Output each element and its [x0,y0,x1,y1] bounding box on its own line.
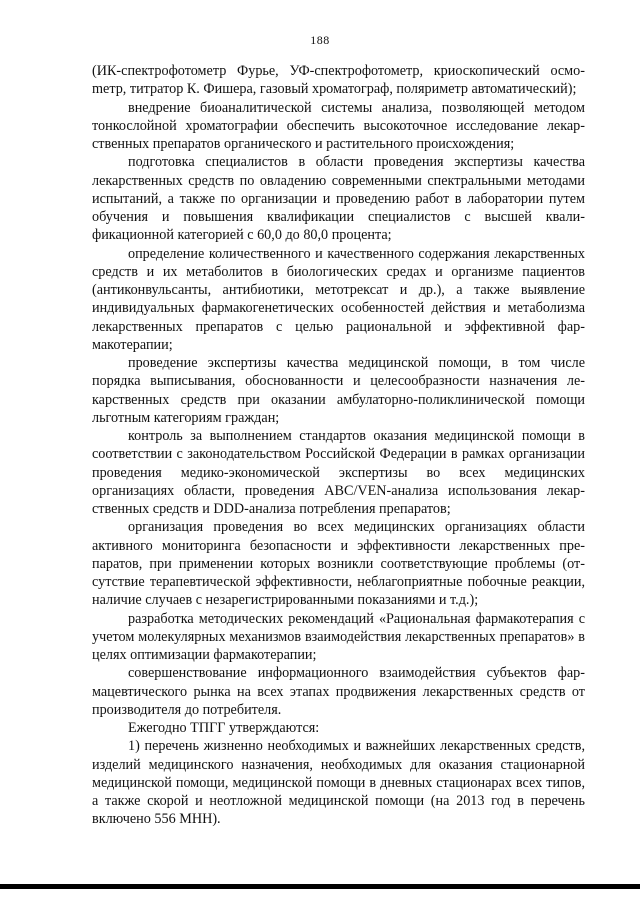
document-body [92,62,585,829]
paragraph-8: разработка методических рекомендаций «Рациональная фармакотерапия с учетом молекулярных механизмов взаимодействия лекарственных препаратов» в целях оптимизации фармакотерапии; [92,610,585,663]
bottom-divider [0,884,640,889]
paragraph-7: организация проведения во всех медицинских организациях области активного мониторинга безопасности и эффективности лекарственных препаратов, при применении которых возникли соответствующие проблемы (отсутствие терапевтической эффективности, неблагоприятные побочные реакции, наличие случаев с незарегистрированными показаниями и т.д.); [92,519,585,609]
paragraph-5: проведение экспертизы качества медицинской помощи, в том числе порядка выписывания, обоснованности и целесообразности назначения лекарственных средств при оказании амбулаторно-поликлинической помощи льготным категориям граждан; [92,355,585,426]
page-number: 188 [310,33,330,47]
paragraph-11: 1) перечень жизненно необходимых и важнейших лекарственных средств, изделий медицинского назначения, необходимых для оказания стационарной медицинской помощи, медицинской помощи в дневных стационарах всех типов, а также скорой и неотложной медицинской помощи (на 2013 год в перечень включено 556 МНН). [92,738,585,828]
paragraph-4: определение количественного и качественного содержания лекарственных средств и их метаболитов в биологических средах и организме пациентов (антиконвульсанты, антибиотики, метотрексат и др.), а также выявление индивидуальных фармакогенетических особенностей действия и метаболизма лекарственных препаратов с целью рациональной и эффективной фармакотерапии; [92,245,585,353]
paragraph-6: контроль за выполнением стандартов оказания медицинской помощи в соответствии с законодательством Российской Федерации в рамках организации проведения медико-экономической экспертизы во всех медицинских организациях области, проведения ABC/VEN-анализа использования лекарственных средств и DDD-анализа потребления препаратов; [92,428,585,517]
paragraph-9: совершенствование информационного взаимодействия субъектов фармацевтического рынка на всех этапах продвижения лекарственных средств от производителя до потребителя. [92,665,585,718]
paragraph-2: внедрение биоаналитической системы анализа, позволяющей методом тонкослойной хроматографии обеспечить высокоточное исследование лекарственных препаратов органического и растительного происхождения; [92,99,585,152]
paragraph-1: (ИК-спектрофотометр Фурье, УФ-спектрофотометр, криоскопический осмоmетр, титратор К. Фишера, газовый хроматограф, поляриметр автоматический); [92,63,585,98]
paragraph-10: Ежегодно ТПГГ утверждаются: [128,720,320,736]
paragraph-3: подготовка специалистов в области проведения экспертизы качества лекарственных средств по овладению современными спектральными методами испытаний, а также по организации и проведению работ в лаборатории путем обучения и повышения квалификации специалистов с высшей квалификационной категорией с 60,0 до 80,0 процента; [92,154,585,244]
